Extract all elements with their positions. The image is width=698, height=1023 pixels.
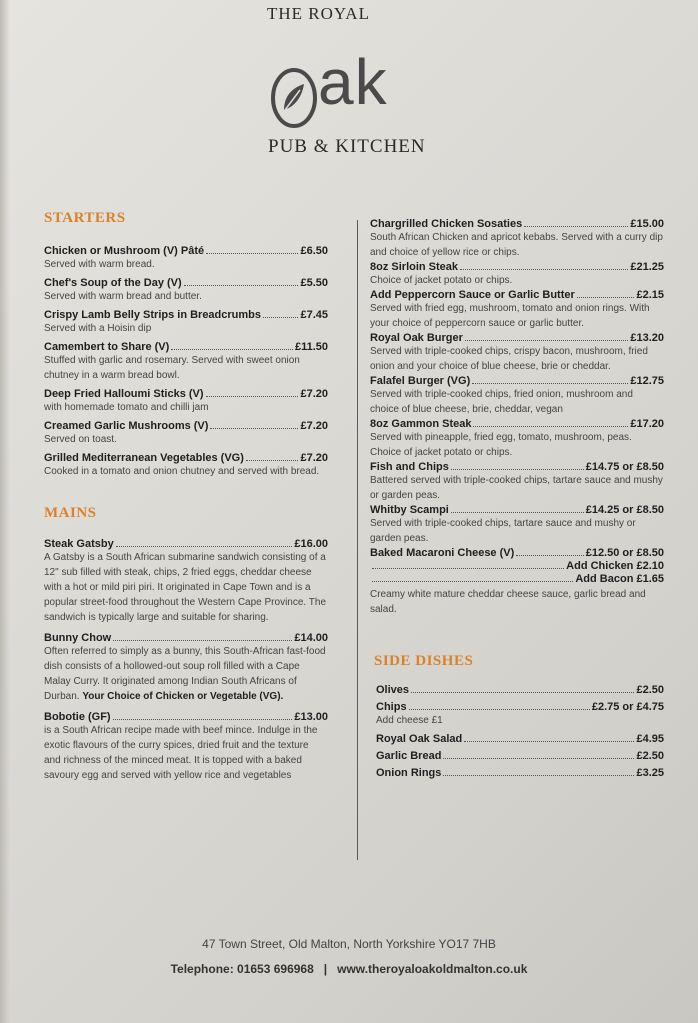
menu-item-name: Deep Fried Halloumi Sticks (V)	[44, 388, 204, 400]
leader-dots	[465, 340, 628, 341]
menu-item-name: Chicken or Mushroom (V) Pâté	[44, 245, 205, 257]
menu-item-price: £7.45	[300, 309, 328, 321]
logo-line1: THE ROYAL	[267, 4, 370, 23]
menu-item-name: Fish and Chips	[370, 461, 449, 473]
menu-item	[370, 375, 664, 417]
leader-dots	[524, 226, 628, 227]
menu-item-name: Crispy Lamb Belly Strips in Breadcrumbs	[44, 309, 262, 321]
mains-heading: MAINS	[44, 505, 97, 521]
menu-item-name: Chips	[376, 701, 407, 713]
menu-item-desc	[370, 387, 664, 417]
menu-item-row	[376, 767, 664, 779]
menu-item-price: £14.00	[294, 632, 328, 644]
menu-item	[376, 733, 664, 745]
telephone: Telephone: 01653 696968	[170, 962, 314, 976]
menu-item-name: Garlic Bread	[376, 750, 442, 762]
menu-item-price: £5.50	[300, 277, 328, 289]
menu-item-price: £2.15	[636, 289, 664, 301]
leader-dots	[113, 640, 292, 641]
menu-item-row	[44, 452, 328, 464]
menu-item-row	[44, 388, 328, 400]
footer-address: 47 Town Street, Old Malton, North Yorkshire YO17 7HB	[202, 937, 496, 951]
leader-dots	[246, 460, 299, 461]
menu-item-desc	[370, 230, 664, 260]
leader-dots	[113, 719, 293, 720]
menu-item-price: £2.50	[636, 684, 664, 696]
leader-dots	[210, 428, 298, 429]
menu-item-desc-text: Add cheese £1	[376, 715, 443, 726]
menu-item-name: Chef's Soup of the Day (V)	[44, 277, 182, 289]
menu-item-price: Add Bacon £1.65	[575, 573, 664, 585]
menu-item	[370, 573, 664, 585]
menu-item-name: Camembert to Share (V)	[44, 341, 170, 353]
leader-dots	[516, 555, 583, 556]
leader-dots	[409, 709, 590, 710]
leader-dots	[443, 775, 634, 776]
menu-item-price: £7.20	[300, 420, 328, 432]
menu-item-desc	[44, 321, 328, 336]
menu-item-price: £4.95	[636, 733, 664, 745]
menu-item-row	[370, 547, 664, 559]
leader-dots	[577, 297, 635, 298]
menu-item-desc	[44, 464, 328, 479]
menu-item	[44, 420, 328, 447]
menu-item-desc	[44, 289, 328, 304]
column-divider	[357, 220, 358, 860]
menu-item-name: 8oz Sirloin Steak	[370, 261, 459, 273]
starters-heading: STARTERS	[44, 210, 126, 226]
menu-item-price: £2.75 or £4.75	[591, 701, 664, 713]
leader-dots	[184, 285, 299, 286]
menu-item	[370, 547, 664, 559]
leader-dots	[206, 253, 298, 254]
menu-item-row	[370, 375, 664, 387]
menu-item	[370, 289, 664, 331]
menu-item-row	[44, 538, 328, 550]
menu-item-desc	[370, 516, 664, 546]
menu-item-desc	[44, 723, 328, 783]
menu-item	[370, 332, 664, 374]
leader-dots	[464, 741, 634, 742]
menu-item	[44, 245, 328, 272]
menu-item-desc-text: Served on toast.	[44, 434, 117, 445]
menu-item-name: Olives	[376, 684, 410, 696]
menu-item	[44, 452, 328, 479]
menu-item-desc	[370, 301, 664, 331]
menu-item-price: £7.20	[300, 452, 328, 464]
website-link[interactable]: www.theroyaloakoldmalton.co.uk	[337, 962, 528, 976]
menu-item-name: Creamed Garlic Mushrooms (V)	[44, 420, 209, 432]
menu-item-row	[370, 289, 664, 301]
sides-list	[376, 684, 664, 779]
menu-item	[370, 418, 664, 460]
menu-item-price: £13.20	[630, 332, 664, 344]
menu-item-row	[44, 711, 328, 723]
menu-item-row	[44, 309, 328, 321]
menu-item-desc-text: Served with fried egg, mushroom, tomato and onion rings. With your choice of peppercorn sauce or garlic butter.	[370, 303, 650, 329]
menu-item-row	[370, 332, 664, 344]
menu-item-row	[376, 701, 664, 713]
menu-item-row	[376, 733, 664, 745]
menu-item	[370, 218, 664, 260]
menu-item-name: Royal Oak Salad	[376, 733, 463, 745]
menu-item-name: Add Peppercorn Sauce or Garlic Butter	[370, 289, 575, 301]
menu-item-desc-text: Served with triple-cooked chips, tartare sauce and mushy or garden peas.	[370, 518, 636, 544]
menu-item-desc	[44, 400, 328, 415]
menu-item	[44, 309, 328, 336]
menu-item-desc-text: Served with warm bread.	[44, 259, 155, 270]
leader-dots	[460, 269, 628, 270]
menu-item-desc	[370, 344, 664, 374]
sides-heading: SIDE DISHES	[374, 653, 474, 669]
menu-item-name: 8oz Gammon Steak	[370, 418, 472, 430]
menu-item-desc	[44, 353, 328, 383]
menu-item-price: £7.20	[300, 388, 328, 400]
menu-item-desc	[370, 430, 664, 460]
menu-item-desc-text: Choice of jacket potato or chips.	[370, 275, 513, 286]
menu-item-name: Bunny Chow	[44, 632, 112, 644]
extras-list	[370, 560, 664, 585]
menu-item-desc-text: Cooked in a tomato and onion chutney and served with bread.	[44, 466, 320, 477]
separator: |	[323, 962, 328, 976]
menu-item	[370, 560, 664, 572]
menu-item-desc-text: Often referred to simply as a bunny, this South-African fast-food dish consists of a hollowed-out soup roll filled with a Cape Malay Curry. It originated among Indian South Africans of Durban.	[44, 646, 326, 702]
menu-item-name: Grilled Mediterranean Vegetables (VG)	[44, 452, 244, 464]
menu-item-name: Whitby Scampi	[370, 504, 449, 516]
menu-item-name: Bobotie (GF)	[44, 711, 111, 723]
logo-line2: PUB & KITCHEN	[268, 136, 426, 157]
menu-item-row	[376, 750, 664, 762]
menu-item	[370, 261, 664, 288]
leader-dots	[372, 568, 564, 569]
menu-item-row	[370, 461, 664, 473]
starters-list	[44, 245, 328, 479]
menu-item-price: £14.75 or £8.50	[585, 461, 664, 473]
menu-item-price: £14.25 or £8.50	[585, 504, 664, 516]
menu-item-price: £12.75	[630, 375, 664, 387]
menu-item-desc-text: with homemade tomato and chilli jam	[44, 402, 209, 413]
menu-item-row	[44, 341, 328, 353]
mains-list	[44, 538, 328, 783]
menu-item-row	[370, 218, 664, 230]
menu-item-price: £15.00	[630, 218, 664, 230]
menu-item-name: Onion Rings	[376, 767, 442, 779]
menu-item-row	[370, 261, 664, 273]
menu-item-desc-text: Served with triple-cooked chips, fried onion, mushroom and choice of blue cheese, brie, cheddar, vegan	[370, 389, 633, 415]
menu-item-desc	[44, 644, 328, 704]
menu-item-row	[44, 277, 328, 289]
menu-item-name: Royal Oak Burger	[370, 332, 463, 344]
menu-item-desc	[44, 432, 328, 447]
right-column	[370, 218, 664, 784]
menu-item	[376, 750, 664, 762]
menu-item-desc	[44, 550, 328, 625]
menu-item	[376, 767, 664, 779]
leader-dots	[206, 396, 299, 397]
menu-item-row	[376, 684, 664, 696]
menu-item-desc-text: South African Chicken and apricot kebabs. Served with a curry dip and choice of yellow rice or chips.	[370, 232, 663, 258]
menu-item	[370, 461, 664, 503]
menu-item-name: Falafel Burger (VG)	[370, 375, 471, 387]
oak-leaf-icon	[270, 66, 320, 130]
menu-item-desc	[376, 713, 664, 728]
menu-item-price: £2.50	[636, 750, 664, 762]
left-column	[44, 210, 328, 790]
menu-item-desc	[370, 273, 664, 288]
right-mains-list	[370, 218, 664, 559]
menu-item-price: £6.50	[300, 245, 328, 257]
menu-item-name: Chargrilled Chicken Sosaties	[370, 218, 523, 230]
menu-item-desc-text: Served with triple-cooked chips, crispy bacon, mushroom, fried onion and your choice of blue cheese, brie or cheddar.	[370, 346, 648, 372]
menu-item	[376, 701, 664, 728]
menu-item-price: £11.50	[294, 341, 328, 353]
menu-item-row	[370, 504, 664, 516]
leader-dots	[443, 758, 634, 759]
logo-brand: ak	[318, 46, 388, 118]
leader-dots	[473, 426, 628, 427]
menu-item	[44, 711, 328, 783]
leader-dots	[451, 469, 584, 470]
menu-item-price: £16.00	[294, 538, 328, 550]
menu-item-desc	[44, 257, 328, 272]
menu-item	[376, 684, 664, 696]
menu-item	[44, 538, 328, 625]
menu-item-desc-text: Served with a Hoisin dip	[44, 323, 152, 334]
menu-item-price: £12.50 or £8.50	[585, 547, 664, 559]
menu-item-desc-text: A Gatsby is a South African submarine sandwich consisting of a 12" sub filled with steak, chips, 2 fried eggs, cheddar cheese with a hot or mild piri piri. It originated in Cape Town and is a popular street-food throughout the Western Cape Province. The sandwich is typically large and suitable for sharing.	[44, 552, 327, 623]
menu-item-row	[44, 632, 328, 644]
leader-dots	[472, 383, 628, 384]
menu-item-desc-text: Served with warm bread and butter.	[44, 291, 202, 302]
menu-item-name: Baked Macaroni Cheese (V)	[370, 547, 515, 559]
leader-dots	[372, 581, 573, 582]
menu-item	[44, 277, 328, 304]
leader-dots	[116, 546, 293, 547]
menu-item-price: £21.25	[630, 261, 664, 273]
menu-item-price: Add Chicken £2.10	[566, 560, 664, 572]
menu-item	[44, 632, 328, 704]
menu-item	[44, 388, 328, 415]
menu-item-desc-bold: Your Choice of Chicken or Vegetable (VG).	[82, 691, 284, 702]
menu-item-row	[44, 420, 328, 432]
menu-item-desc-text: Stuffed with garlic and rosemary. Served with sweet onion chutney in a warm bread bowl.	[44, 355, 300, 381]
menu-item	[370, 504, 664, 546]
menu-item-row	[44, 245, 328, 257]
menu-item-row	[370, 418, 664, 430]
menu-item-desc	[370, 473, 664, 503]
leader-dots	[411, 692, 634, 693]
menu-item-desc-text: is a South African recipe made with beef mince. Indulge in the exotic flavours of the curry spices, dried fruit and the texture and richness of the minced meat. It is topped with a baked savoury egg and served with yellow rice and vegetables	[44, 725, 318, 781]
menu-item-row	[370, 573, 664, 585]
leader-dots	[263, 317, 298, 318]
menu-item	[44, 341, 328, 383]
menu-item-price: £13.00	[294, 711, 328, 723]
menu-item-name: Steak Gatsby	[44, 538, 114, 550]
menu-item-row	[370, 560, 664, 572]
menu-item-desc-text: Served with pineapple, fried egg, tomato, mushroom, peas. Choice of jacket potato or chips.	[370, 432, 632, 458]
paper-edge	[0, 0, 10, 1023]
leader-dots	[451, 512, 584, 513]
footer-contact	[0, 962, 698, 976]
macaroni-desc: Creamy white mature cheddar cheese sauce, garlic bread and salad.	[370, 589, 646, 615]
menu-item-desc-text: Battered served with triple-cooked chips, tartare sauce and mushy or garden peas.	[370, 475, 663, 501]
leader-dots	[171, 349, 293, 350]
menu-item-price: £17.20	[630, 418, 664, 430]
menu-item-price: £3.25	[636, 767, 664, 779]
